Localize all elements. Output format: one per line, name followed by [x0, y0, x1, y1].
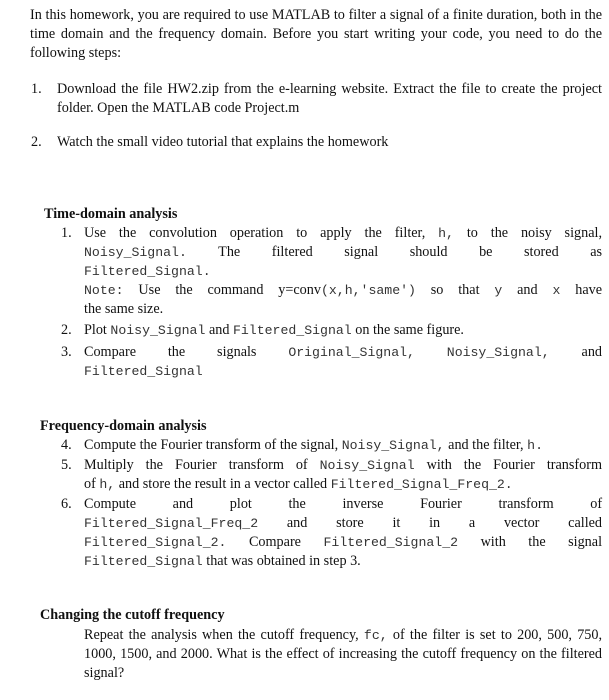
step-item [57, 80, 602, 118]
time-item-1-line-3 [84, 262, 602, 281]
code-filtered-signal-2: Filtered_Signal_2 [323, 535, 459, 550]
step-number: 2. [31, 134, 42, 150]
time-item-1 [84, 224, 602, 319]
step-item [57, 133, 602, 152]
code-noisy-signal: Noisy_Signal [319, 458, 415, 473]
freq-item-6 [84, 495, 602, 571]
time-item-3-line-1: Compare the signals Original_Signal, Noisy_Signal, and [84, 344, 603, 360]
code-filtered-signal-freq-2: Filtered_Signal_Freq_2. [330, 477, 513, 492]
code-filtered-signal-2: Filtered_Signal_2. [84, 535, 227, 550]
time-domain-heading: Time-domain analysis [44, 206, 178, 222]
code-x: x [552, 283, 561, 298]
code-original-signal: Original_Signal, [288, 345, 415, 360]
time-item-1-line-1: Use the convolution operation to apply the filter, h, to the noisy signal, [84, 225, 602, 241]
code-h: h, [438, 226, 454, 241]
code-y: y [494, 283, 503, 298]
code-noisy-signal: Noisy_Signal, [341, 438, 445, 453]
time-item-number: 2. [61, 322, 72, 338]
time-item-3 [84, 343, 602, 381]
code-filtered-signal: Filtered_Signal [84, 364, 203, 379]
code-filtered-signal: Filtered_Signal [232, 323, 352, 338]
frequency-domain-heading: Frequency-domain analysis [40, 418, 207, 434]
code-h: h, [99, 477, 116, 492]
code-noisy-signal: Noisy_Signal. [84, 245, 187, 260]
step-number: 1. [31, 81, 42, 97]
freq-item-number: 5. [61, 457, 72, 473]
freq-item-5-line-1: Multiply the Fourier transform of Noisy_Signal with the Fourier transform [84, 457, 603, 473]
code-filtered-signal: Filtered_Signal [84, 554, 203, 569]
freq-item-4: Compute the Fourier transform of the signal, Noisy_Signal, and the filter, h. [84, 437, 543, 453]
time-item-3-line-2 [84, 362, 602, 381]
freq-item-6-line-2: Filtered_Signal_Freq_2 and store it in a vector called [84, 515, 603, 531]
code-noisy-signal: Noisy_Signal, [446, 345, 550, 360]
code-conv-args: (x,h,'same') [320, 283, 416, 298]
code-fc: fc, [363, 628, 388, 643]
code-h: h. [527, 438, 543, 453]
time-item-number: 3. [61, 344, 72, 360]
intro-text: In this homework, you are required to use MATLAB to filter a signal of a finite duration, both in the time domain and the frequency domain. Before you start writing your code, you need to do the following steps: [30, 7, 602, 61]
time-item-2: Plot Noisy_Signal and Filtered_Signal on the same figure. [84, 322, 464, 338]
intro-paragraph [30, 6, 602, 63]
cutoff-paragraph: Repeat the analysis when the cutoff frequency, fc, of the filter is set to 200, 500, 750, 1000, 1500, and 2000. What is the effect of increasing the cutoff frequency on the filtered signal? [84, 627, 603, 681]
freq-item-6-line-3: Filtered_Signal_2. Compare Filtered_Signal_2 with the signal [84, 534, 603, 550]
freq-item-5-line-2: of h, and store the result in a vector called Filtered_Signal_Freq_2. [84, 476, 513, 492]
code-filtered-signal: Filtered_Signal. [84, 264, 211, 279]
time-item-number: 1. [61, 225, 72, 241]
step-text: Download the file HW2.zip from the e-learning website. Extract the file to create the project folder. Open the MATLAB code Project.m [57, 81, 602, 116]
cutoff-heading: Changing the cutoff frequency [40, 607, 225, 623]
freq-item-6-line-1: Compute and plot the inverse Fourier transform of [84, 496, 603, 512]
freq-item-number: 4. [61, 437, 72, 453]
freq-item-6-line-4: Filtered_Signal that was obtained in step 3. [84, 553, 361, 569]
code-filtered-signal-freq-2: Filtered_Signal_Freq_2 [84, 516, 259, 531]
time-item-1-note: Note: Use the command y=conv(x,h,'same') so that y and x have [84, 282, 603, 298]
freq-item-number: 6. [61, 496, 72, 512]
step-text: Watch the small video tutorial that explains the homework [57, 134, 389, 150]
code-noisy-signal: Noisy_Signal [110, 323, 206, 338]
time-item-1-note-end: the same size. [84, 301, 164, 317]
note-label: Note: [84, 283, 124, 298]
time-item-1-line-2: Noisy_Signal. The filtered signal should be stored as [84, 244, 603, 260]
freq-item-5 [84, 456, 602, 494]
